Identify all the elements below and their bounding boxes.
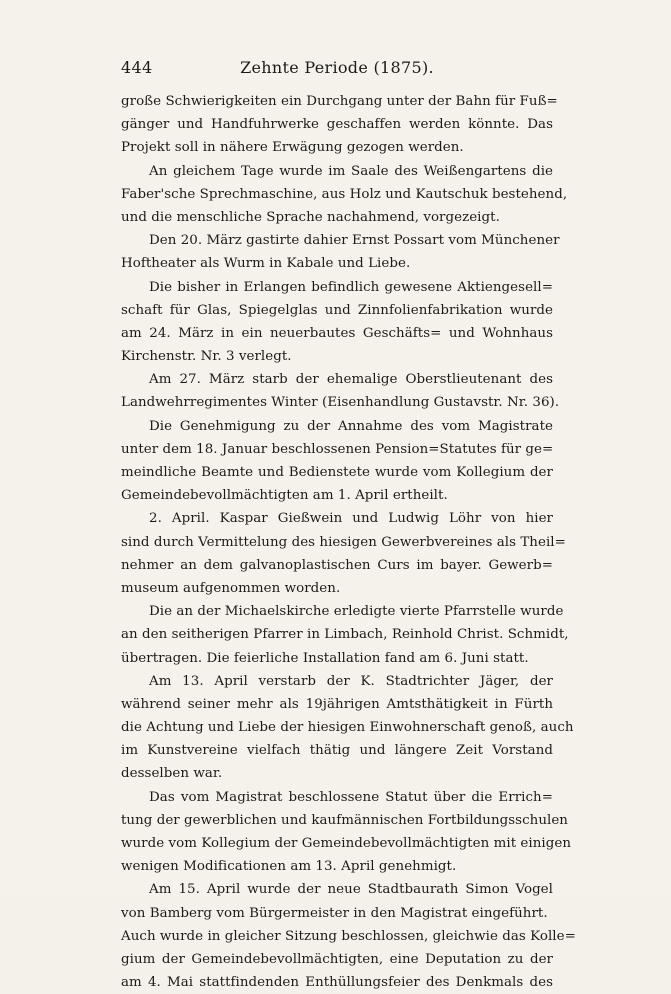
text-line: meindliche Beamte und Bedienstete wurde vom Kollegium der <box>121 465 553 480</box>
text-line: wenigen Modificationen am 13. April genehmigt. <box>121 859 457 875</box>
text-line: tung der gewerblichen und kaufmännischen Fortbildungsschulen <box>121 812 568 828</box>
text-line: von Bamberg vom Bürgermeister in den Magistrat eingeführt. <box>121 905 548 921</box>
text-line: am 24. März in ein neuerbautes Geschäfts= und Wohnhaus <box>121 325 553 341</box>
text-line: 2. April. Kaspar Gießwein und Ludwig Löhr von hier <box>149 511 553 527</box>
text-line: während seiner mehr als 19jährigen Amtsthätigkeit in Fürth <box>121 696 553 712</box>
text-line: am 4. Mai stattfindenden Enthüllungsfeier des Denkmals des <box>121 975 553 991</box>
text-line: Projekt soll in nähere Erwägung gezogen werden. <box>121 140 464 156</box>
text-line: Faber'sche Sprechmaschine, aus Holz und Kautschuk bestehend, <box>121 186 568 202</box>
text-line: Kirchenstr. Nr. 3 verlegt. <box>121 349 292 365</box>
text-line: übertragen. Die feierliche Installation fand am 6. Juni statt. <box>121 650 529 666</box>
text-line: Die bisher in Erlangen befindlich gewesene Aktiengesell= <box>149 279 553 295</box>
text-line: die Achtung und Liebe der hiesigen Einwohnerschaft genoß, auch <box>121 720 574 736</box>
text-line: museum aufgenommen worden. <box>121 580 341 596</box>
text-line: desselben war. <box>121 766 223 782</box>
text-line: gänger und Handfuhrwerke geschaffen werden könnte. Das <box>121 117 553 133</box>
text-line: und die menschliche Sprache nachahmend, vorgezeigt. <box>121 209 500 225</box>
text-line: Landwehrregimentes Winter (Eisenhandlung Gustavstr. Nr. 36). <box>121 395 560 411</box>
text-line: An gleichem Tage wurde im Saale des Weißengartens die <box>149 163 553 179</box>
page-number: 444 <box>121 58 153 77</box>
text-line: Die an der Michaelskirche erledigte vierte Pfarrstelle wurde <box>149 604 564 620</box>
text-line: an den seitherigen Pfarrer in Limbach, Reinhold Christ. Schmidt, <box>121 627 569 643</box>
text-line: sind durch Vermittelung des hiesigen Gewerbvereines als Theil= <box>121 534 566 550</box>
text-line: schaft für Glas, Spiegelglas und Zinnfolienfabrikation wurde <box>121 302 553 318</box>
text-line: gium der Gemeindebevollmächtigten, eine Deputation zu der <box>121 951 553 967</box>
text-line: Gemeindebevollmächtigten am 1. April ertheilt. <box>121 488 448 504</box>
text-line: unter dem 18. Januar beschlossenen Pension=Statutes für ge= <box>121 441 554 457</box>
text-line: wurde vom Kollegium der Gemeindebevollmächtigten mit einigen <box>121 836 572 851</box>
text-line: große Schwierigkeiten ein Durchgang unter der Bahn für Fuß= <box>121 94 558 109</box>
body-text <box>121 90 576 994</box>
text-line: Am 27. März starb der ehemalige Oberstlieutenant des <box>149 372 553 388</box>
text-line: nehmer an dem galvanoplastischen Curs im bayer. Gewerb= <box>121 557 553 573</box>
text-line: Am 15. April wurde der neue Stadtbaurath Simon Vogel <box>149 882 553 898</box>
text-line: im Kunstvereine vielfach thätig und längere Zeit Vorstand <box>121 743 553 759</box>
text-line: Den 20. März gastirte dahier Ernst Possart vom Münchener <box>149 233 560 249</box>
text-line: Die Genehmigung zu der Annahme des vom Magistrate <box>149 418 553 434</box>
text-line: Hoftheater als Wurm in Kabale und Liebe. <box>121 256 411 272</box>
text-line: Auch wurde in gleicher Sitzung beschlossen, gleichwie das Kolle= <box>121 928 576 944</box>
text-line: Am 13. April verstarb der K. Stadtrichter Jäger, der <box>149 673 553 689</box>
running-title: Zehnte Periode (1875). <box>240 58 434 77</box>
text-line: Das vom Magistrat beschlossene Statut über die Errich= <box>149 789 553 805</box>
page-header <box>121 58 553 82</box>
